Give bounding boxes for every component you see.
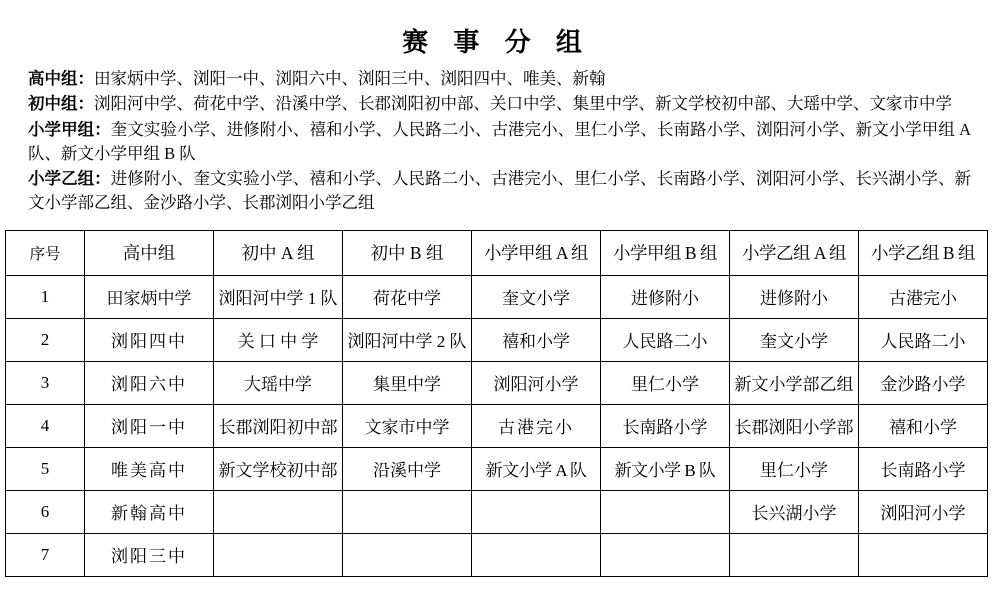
group-label: 高中组： (28, 70, 94, 88)
cell-seq: 5 (6, 447, 85, 490)
cell-g2 (214, 533, 343, 576)
cell-g6: 进修附小 (730, 275, 859, 318)
column-header-g1: 高中组 (85, 230, 214, 275)
column-header-g6: 小学乙组 A 组 (730, 230, 859, 275)
cell-g2 (214, 490, 343, 533)
cell-g3: 荷花中学 (343, 275, 472, 318)
table-header (6, 230, 988, 275)
cell-g2: 浏阳河中学 1 队 (214, 275, 343, 318)
cell-g5 (601, 490, 730, 533)
cell-g4: 浏阳河小学 (472, 361, 601, 404)
cell-g1: 浏阳三中 (85, 533, 214, 576)
cell-g1: 新翰高中 (85, 490, 214, 533)
cell-g3: 沿溪中学 (343, 447, 472, 490)
cell-g3: 集里中学 (343, 361, 472, 404)
cell-g6: 长兴湖小学 (730, 490, 859, 533)
cell-g4 (472, 533, 601, 576)
group-paragraph-primary-a (28, 118, 971, 166)
grouping-table (5, 230, 988, 577)
cell-seq: 3 (6, 361, 85, 404)
group-members: 奎文实验小学、进修附小、禧和小学、人民路二小、古港完小、里仁小学、长南路小学、浏阳河小学、新文小学甲组 A 队、新文小学甲组 B 队 (28, 119, 972, 164)
cell-g1: 浏阳四中 (85, 318, 214, 361)
group-label: 小学乙组： (28, 169, 111, 188)
group-paragraph-primary-b (28, 167, 971, 215)
table-row (6, 490, 988, 533)
cell-g4: 古港完小 (472, 404, 601, 447)
group-members: 田家炳中学、浏阳一中、浏阳六中、浏阳三中、浏阳四中、唯美、新翰 (94, 69, 606, 88)
cell-g1: 唯美高中 (85, 447, 214, 490)
table-row (6, 404, 988, 447)
cell-g2: 关 口 中 学 (214, 318, 343, 361)
cell-seq: 7 (6, 533, 85, 576)
table-row (6, 275, 988, 318)
cell-g3 (343, 533, 472, 576)
cell-g7: 人民路二小 (859, 318, 988, 361)
cell-seq: 2 (6, 318, 85, 361)
column-header-g4: 小学甲组 A 组 (472, 230, 601, 275)
column-header-g3: 初中 B 组 (343, 230, 472, 275)
cell-g4 (472, 490, 601, 533)
cell-g4: 新文小学 A 队 (472, 447, 601, 490)
group-members: 进修附小、奎文实验小学、禧和小学、人民路二小、古港完小、里仁小学、长南路小学、浏阳河小学、长兴湖小学、新文小学部乙组、金沙路小学、长郡浏阳小学乙组 (28, 168, 972, 213)
cell-g7 (859, 533, 988, 576)
group-listing-section (0, 61, 993, 215)
group-label: 初中组： (28, 95, 94, 114)
cell-g7: 金沙路小学 (859, 361, 988, 404)
cell-g3: 文家市中学 (343, 404, 472, 447)
cell-g6 (730, 533, 859, 576)
cell-g1: 浏阳六中 (85, 361, 214, 404)
column-header-g7: 小学乙组 B 组 (859, 230, 988, 275)
cell-g2: 新文学校初中部 (214, 447, 343, 490)
cell-g4: 奎文小学 (472, 275, 601, 318)
column-header-g2: 初中 A 组 (214, 230, 343, 275)
cell-g6: 长郡浏阳小学部 (730, 404, 859, 447)
cell-g5 (601, 533, 730, 576)
cell-g2: 长郡浏阳初中部 (214, 404, 343, 447)
cell-g5: 进修附小 (601, 275, 730, 318)
group-label: 小学甲组： (28, 120, 111, 139)
cell-seq: 6 (6, 490, 85, 533)
cell-g2: 大瑶中学 (214, 361, 343, 404)
cell-g5: 人民路二小 (601, 318, 730, 361)
cell-g1: 田家炳中学 (85, 275, 214, 318)
cell-g7: 禧和小学 (859, 404, 988, 447)
grouping-table-container (0, 216, 993, 577)
group-paragraph-high-school (28, 67, 971, 91)
group-paragraph-junior-high (28, 92, 971, 116)
table-row (6, 318, 988, 361)
page-title: 赛 事 分 组 (402, 27, 591, 57)
cell-g5: 里仁小学 (601, 361, 730, 404)
table-row (6, 447, 988, 490)
cell-g6: 新文小学部乙组 (730, 361, 859, 404)
cell-g7: 长南路小学 (859, 447, 988, 490)
column-header-g5: 小学甲组 B 组 (601, 230, 730, 275)
cell-g7: 古港完小 (859, 275, 988, 318)
table-row (6, 361, 988, 404)
cell-g6: 奎文小学 (730, 318, 859, 361)
cell-g3 (343, 490, 472, 533)
cell-g5: 新文小学 B 队 (601, 447, 730, 490)
table-header-row (6, 230, 988, 275)
cell-g5: 长南路小学 (601, 404, 730, 447)
cell-seq: 4 (6, 404, 85, 447)
cell-g6: 里仁小学 (730, 447, 859, 490)
cell-g3: 浏阳河中学 2 队 (343, 318, 472, 361)
group-members: 浏阳河中学、荷花中学、沿溪中学、长郡浏阳初中部、关口中学、集里中学、新文学校初中部、大瑶中学、文家市中学 (94, 94, 952, 114)
table-row (6, 533, 988, 576)
table-body (6, 275, 988, 576)
cell-g4: 禧和小学 (472, 318, 601, 361)
cell-g7: 浏阳河小学 (859, 490, 988, 533)
column-header-seq: 序号 (6, 230, 85, 275)
cell-g1: 浏阳一中 (85, 404, 214, 447)
cell-seq: 1 (6, 275, 85, 318)
